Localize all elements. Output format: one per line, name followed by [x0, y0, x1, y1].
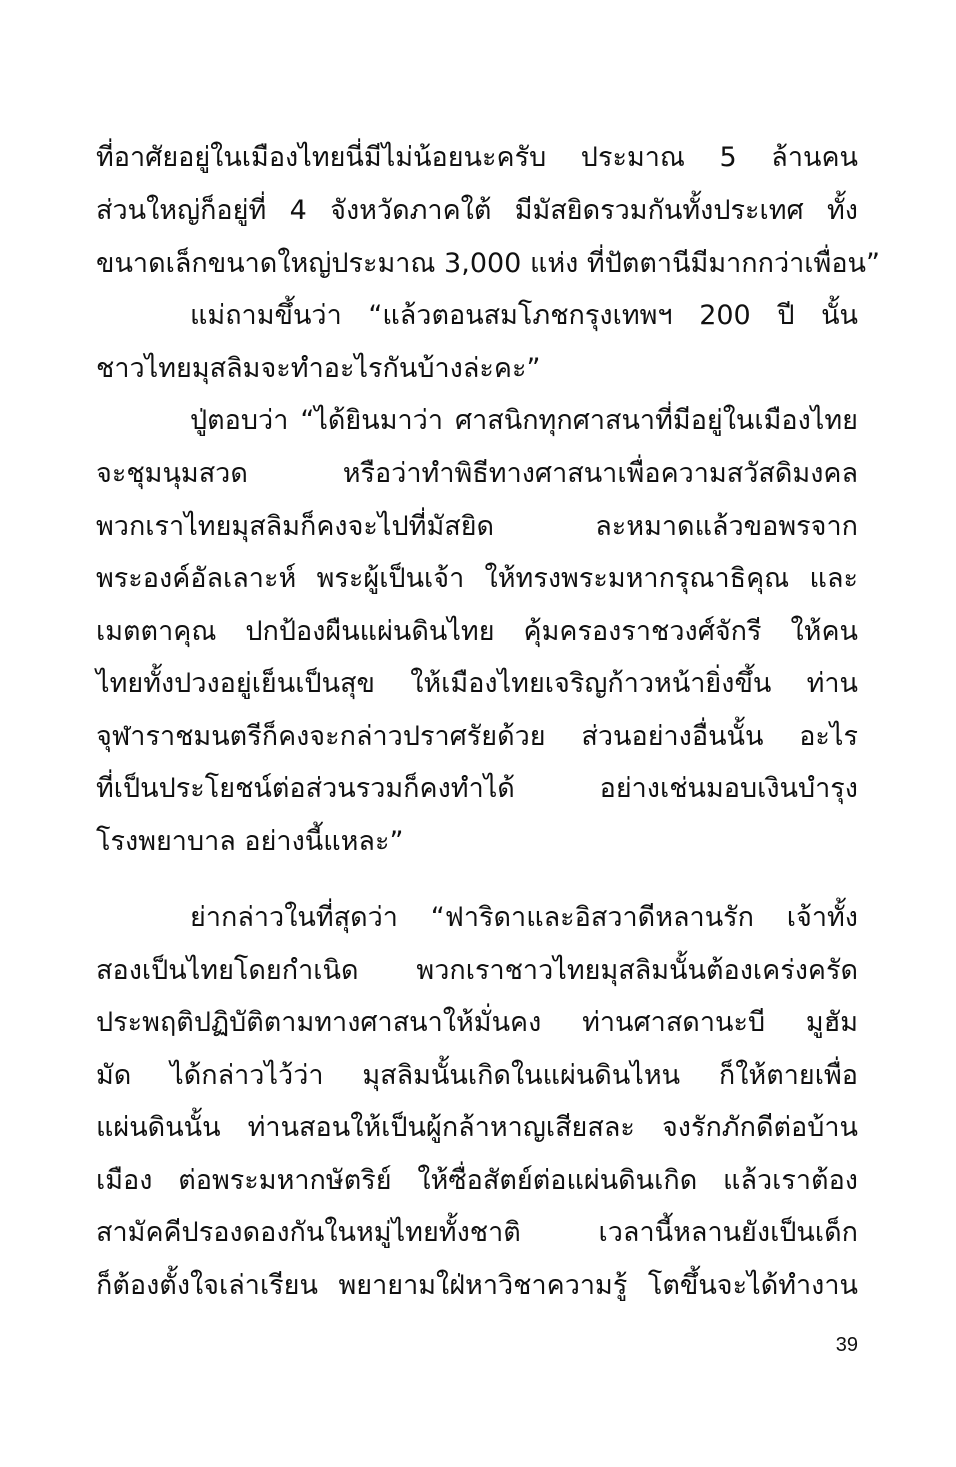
text-line: ที่อาศัยอยู่ในเมืองไทยนี่มีไม่น้อยนะครับ ประมาณ 5 ล้านคน — [96, 142, 858, 173]
text-line: เมือง ต่อพระมหากษัตริย์ ให้ซื่อสัตย์ต่อแผ่นดินเกิด แล้วเราต้อง — [96, 1165, 858, 1196]
text-line: ไทยทั้งปวงอยู่เย็นเป็นสุข ให้เมืองไทยเจริญก้าวหน้ายิ่งขึ้น ท่าน — [96, 668, 858, 699]
text-line: ย่ากล่าวในที่สุดว่า “ฟาริดาและอิสวาดีหลานรัก เจ้าทั้ง — [190, 902, 858, 933]
text-line: ก็ต้องตั้งใจเล่าเรียน พยายามใฝ่หาวิชาความรู้ โตขึ้นจะได้ทำงาน — [96, 1270, 858, 1301]
page-number: 39 — [835, 1334, 858, 1356]
text-line: ประพฤติปฏิบัติตามทางศาสนาให้มั่นคง ท่านศาสดานะบี มูฮัม — [96, 1007, 858, 1038]
text-line: ขนาดเล็กขนาดใหญ่ประมาณ 3,000 แห่ง ที่ปัตตานีมีมากกว่าเพื่อน” — [96, 248, 880, 279]
text-line: ปู่ตอบว่า “ได้ยินมาว่า ศาสนิกทุกศาสนาที่มีอยู่ในเมืองไทย — [190, 405, 858, 436]
text-line: ชาวไทยมุสลิมจะทำอะไรกันบ้างล่ะคะ” — [96, 353, 541, 384]
text-line: จุฬาราชมนตรีก็คงจะกล่าวปราศรัยด้วย ส่วนอย่างอื่นนั้น อะไร — [96, 721, 858, 752]
text-line: เมตตาคุณ ปกป้องผืนแผ่นดินไทย คุ้มครองราชวงศ์จักรี ให้คน — [96, 616, 858, 647]
text-line: ที่เป็นประโยชน์ต่อส่วนรวมก็คงทำได้ อย่างเช่นมอบเงินบำรุง — [96, 773, 858, 804]
text-line: แผ่นดินนั้น ท่านสอนให้เป็นผู้กล้าหาญเสียสละ จงรักภักดีต่อบ้าน — [96, 1112, 858, 1143]
text-line: มัด ได้กล่าวไว้ว่า มุสลิมนั้นเกิดในแผ่นดินไหน ก็ให้ตายเพื่อ — [96, 1060, 858, 1091]
text-line: พวกเราไทยมุสลิมก็คงจะไปที่มัสยิด ละหมาดแล้วขอพรจาก — [96, 511, 858, 542]
text-line: พระองค์อัลเลาะห์ พระผู้เป็นเจ้า ให้ทรงพระมหากรุณาธิคุณ และ — [96, 563, 858, 594]
text-line: จะชุมนุมสวด หรือว่าทำพิธีทางศาสนาเพื่อความสวัสดิมงคล — [96, 458, 858, 489]
text-line: โรงพยาบาล อย่างนี้แหละ” — [96, 826, 404, 857]
text-line: สองเป็นไทยโดยกำเนิด พวกเราชาวไทยมุสลิมนั้นต้องเคร่งครัด — [96, 955, 858, 986]
text-line: ส่วนใหญ่ก็อยู่ที่ 4 จังหวัดภาคใต้ มีมัสยิดรวมกันทั้งประเทศ ทั้ง — [96, 195, 858, 226]
text-line: แม่ถามขึ้นว่า “แล้วตอนสมโภชกรุงเทพฯ 200 ปี นั้น — [190, 300, 858, 331]
text-line: สามัคคีปรองดองกันในหมู่ไทยทั้งชาติ เวลานี้หลานยังเป็นเด็ก — [96, 1217, 858, 1248]
